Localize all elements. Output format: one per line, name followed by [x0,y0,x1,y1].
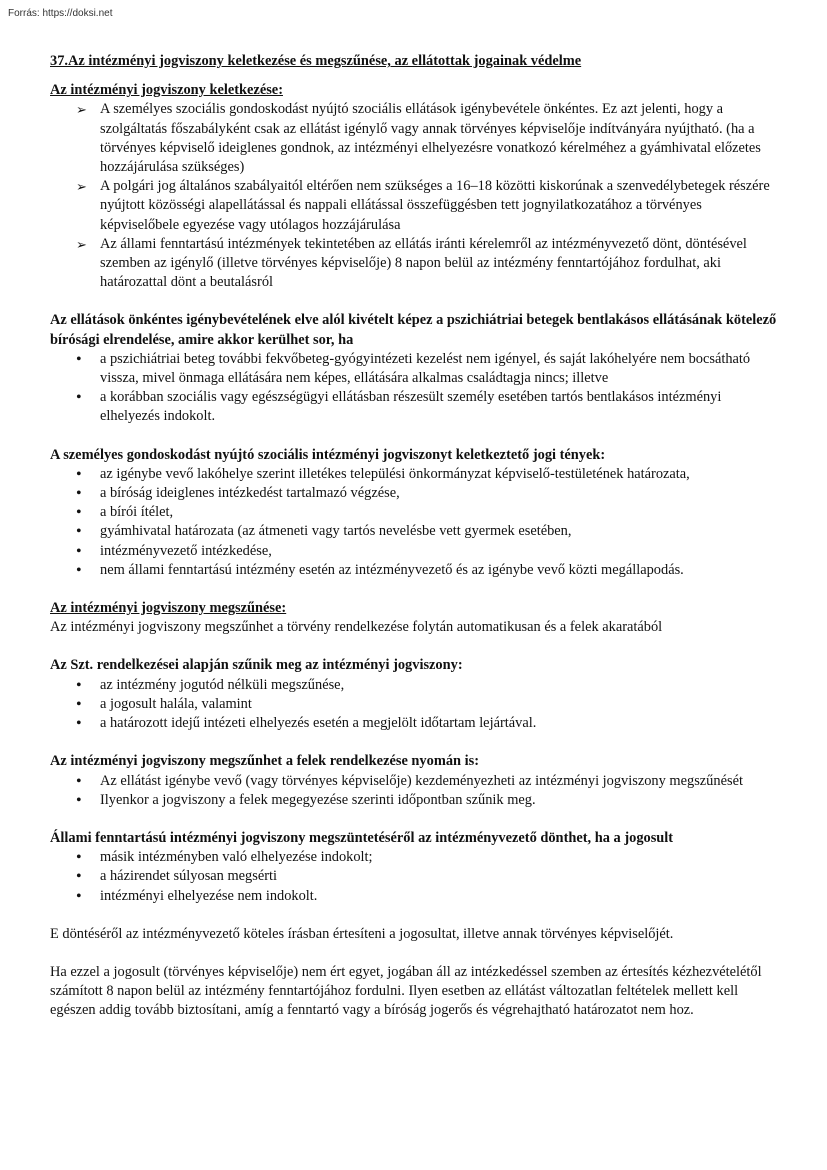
bullet-icon: • [76,791,82,809]
bullet-icon: • [76,868,82,886]
document-page [50,52,780,1021]
bullet-icon: • [76,389,82,407]
section-heading-megszunes: Az intézményi jogviszony megszűnése: [50,600,287,617]
section-heading-felek: Az intézményi jogviszony megszűnhet a felek rendelkezése nyomán is: [50,753,479,770]
dot-list-kivetel [50,350,780,427]
bullet-icon: • [76,849,82,867]
section-heading-keletkezes: Az intézményi jogviszony keletkezése: [50,82,283,99]
list-item [50,772,780,791]
list-item-text: a bírói ítélet, [100,504,174,521]
list-item-text: intézményvezető intézkedése, [100,542,272,559]
list-item [50,235,780,293]
section-heading-kivetel: Az ellátások önkéntes igénybevételének elve alól kivételt képez a pszichiátriai betegek bentlakásos ellátásának kötelező bírósági elrendelése, amire akkor kerülhet sor, ha [50,312,777,348]
list-item [50,503,780,522]
paragraph-megszunes: Az intézményi jogviszony megszűnhet a törvény rendelkezése folytán automatikusan és a felek akaratából [50,619,663,636]
bullet-icon: • [76,523,82,541]
bullet-icon: • [76,772,82,790]
list-item-text: Ilyenkor a jogviszony a felek megegyezése szerinti időpontban szűnik meg. [100,791,536,808]
section-heading-allami: Állami fenntartású intézményi jogviszony megszüntetéséről az intézményvezető dönthet, ha a jogosult [50,829,674,846]
dot-list-allami [50,848,780,906]
list-item-text: az intézmény jogutód nélküli megszűnése, [100,676,345,693]
list-item [50,350,780,388]
arrow-bullet-icon: ➢ [76,236,87,252]
section-heading-szt: Az Szt. rendelkezései alapján szűnik meg az intézményi jogviszony: [50,657,463,674]
bullet-icon: • [76,887,82,905]
list-item [50,848,780,867]
list-item-text: Az ellátást igénybe vevő (vagy törvényes képviselője) kezdeményezheti az intézményi jogviszony megszűnését [100,772,743,789]
list-item [50,542,780,561]
list-item [50,388,780,426]
source-label: Forrás: https://doksi.net [8,8,113,19]
section-heading-jogi-tenyek: A személyes gondoskodást nyújtó szociális intézményi jogviszonyt keletkeztető jogi tények: [50,446,606,463]
list-item [50,100,780,177]
dot-list-jogi-tenyek [50,465,780,580]
bullet-icon: • [76,676,82,694]
arrow-list-keletkezes [50,100,780,292]
paragraph-jogorvoslat: Ha ezzel a jogosult (törvényes képviselője) nem ért egyet, jogában áll az intézkedéssel szemben az értesítés kézhezvételétől számított 8 napon belül az intézmény fenntartójához fordulni. Ilyen esetben az ellátást változatlan feltételek mellett kell egészen addig tovább biztosítani, amíg a fenntartó vagy a bíróság jogerős és végrehajtható határozatot nem hoz. [50,963,762,1019]
list-item [50,177,780,235]
list-item [50,791,780,810]
list-item-text: a házirendet súlyosan megsérti [100,868,278,885]
list-item-text: a pszichiátriai beteg további fekvőbeteg-gyógyintézeti kezelést nem igényel, és saját lakóhelyére nem bocsátható vissza, mivel önmaga ellátására nem képes, ellátására alkalmas családtagja nincs; illetve [100,350,751,387]
list-item-text: az igénybe vevő lakóhelye szerint illetékes települési önkormányzat képviselő-testületének határozata, [100,465,690,482]
list-item [50,695,780,714]
list-item [50,561,780,580]
bullet-icon: • [76,485,82,503]
dot-list-szt [50,676,780,734]
arrow-bullet-icon: ➢ [76,179,87,195]
dot-list-felek [50,772,780,810]
list-item [50,867,780,886]
list-item [50,522,780,541]
list-item-text: gyámhivatal határozata (az átmeneti vagy tartós nevelésbe vett gyermek esetében, [100,523,572,540]
list-item-text: másik intézményben való elhelyezése indokolt; [100,849,373,866]
bullet-icon: • [76,695,82,713]
list-item-text: nem állami fenntartású intézmény esetén az intézményvezető és az igénybe vevő közti megállapodás. [100,561,684,578]
bullet-icon: • [76,715,82,733]
bullet-icon: • [76,542,82,560]
list-item [50,465,780,484]
list-item [50,887,780,906]
bullet-icon: • [76,350,82,368]
list-item [50,714,780,733]
list-item-text: A polgári jog általános szabályaitól eltérően nem szükséges a 16–18 közötti kiskorúnak a szenvedélybetegek részére nyújtott közösségi alapellátással és nappali ellátással összefüggésben tett jognyilatkozatához a törvényes képviselőbele egyezése vagy utólagos hozzájárulása [100,178,770,233]
document-title: 37.Az intézményi jogviszony keletkezése és megszűnése, az ellátottak jogainak védelme [50,53,582,69]
list-item-text: Az állami fenntartású intézmények tekintetében az ellátás iránti kérelemről az intézményvezető dönt, döntésével szemben az igénylő (illetve törvényes képviselője) 8 napon belül az intézmény fenntartójához fordulhat, aki határozattal dönt a beutalásról [100,235,747,291]
bullet-icon: • [76,504,82,522]
list-item-text: a határozott idejű intézeti elhelyezés esetén a megjelölt időtartam lejártával. [100,715,537,732]
list-item [50,484,780,503]
list-item-text: a korábban szociális vagy egészségügyi ellátásban részesült személy esetében tartós bentlakásos intézményi elhelyezés indokolt. [100,389,722,425]
paragraph-ertesites: E döntéséről az intézményvezető köteles írásban értesíteni a jogosultat, illetve annak törvényes képviselőjét. [50,925,674,942]
bullet-icon: • [76,561,82,579]
list-item-text: A személyes szociális gondoskodást nyújtó szociális ellátások igénybevétele önkéntes. Ez azt jelenti, hogy a szolgáltatás főszabályként csak az ellátást igénylő vagy annak törvényes képviselője indítványára nyújtható. (ha a törvényes képviselő ideiglenes gondnok, az intézményi elhelyezésre vonatkozó kérelméhez a gyámhivatal előzetes hozzájárulása szükséges) [100,101,761,176]
list-item-text: intézményi elhelyezése nem indokolt. [100,887,318,904]
list-item-text: a bíróság ideiglenes intézkedést tartalmazó végzése, [100,485,400,502]
list-item-text: a jogosult halála, valamint [100,695,252,712]
list-item [50,676,780,695]
bullet-icon: • [76,465,82,483]
arrow-bullet-icon: ➢ [76,102,87,118]
